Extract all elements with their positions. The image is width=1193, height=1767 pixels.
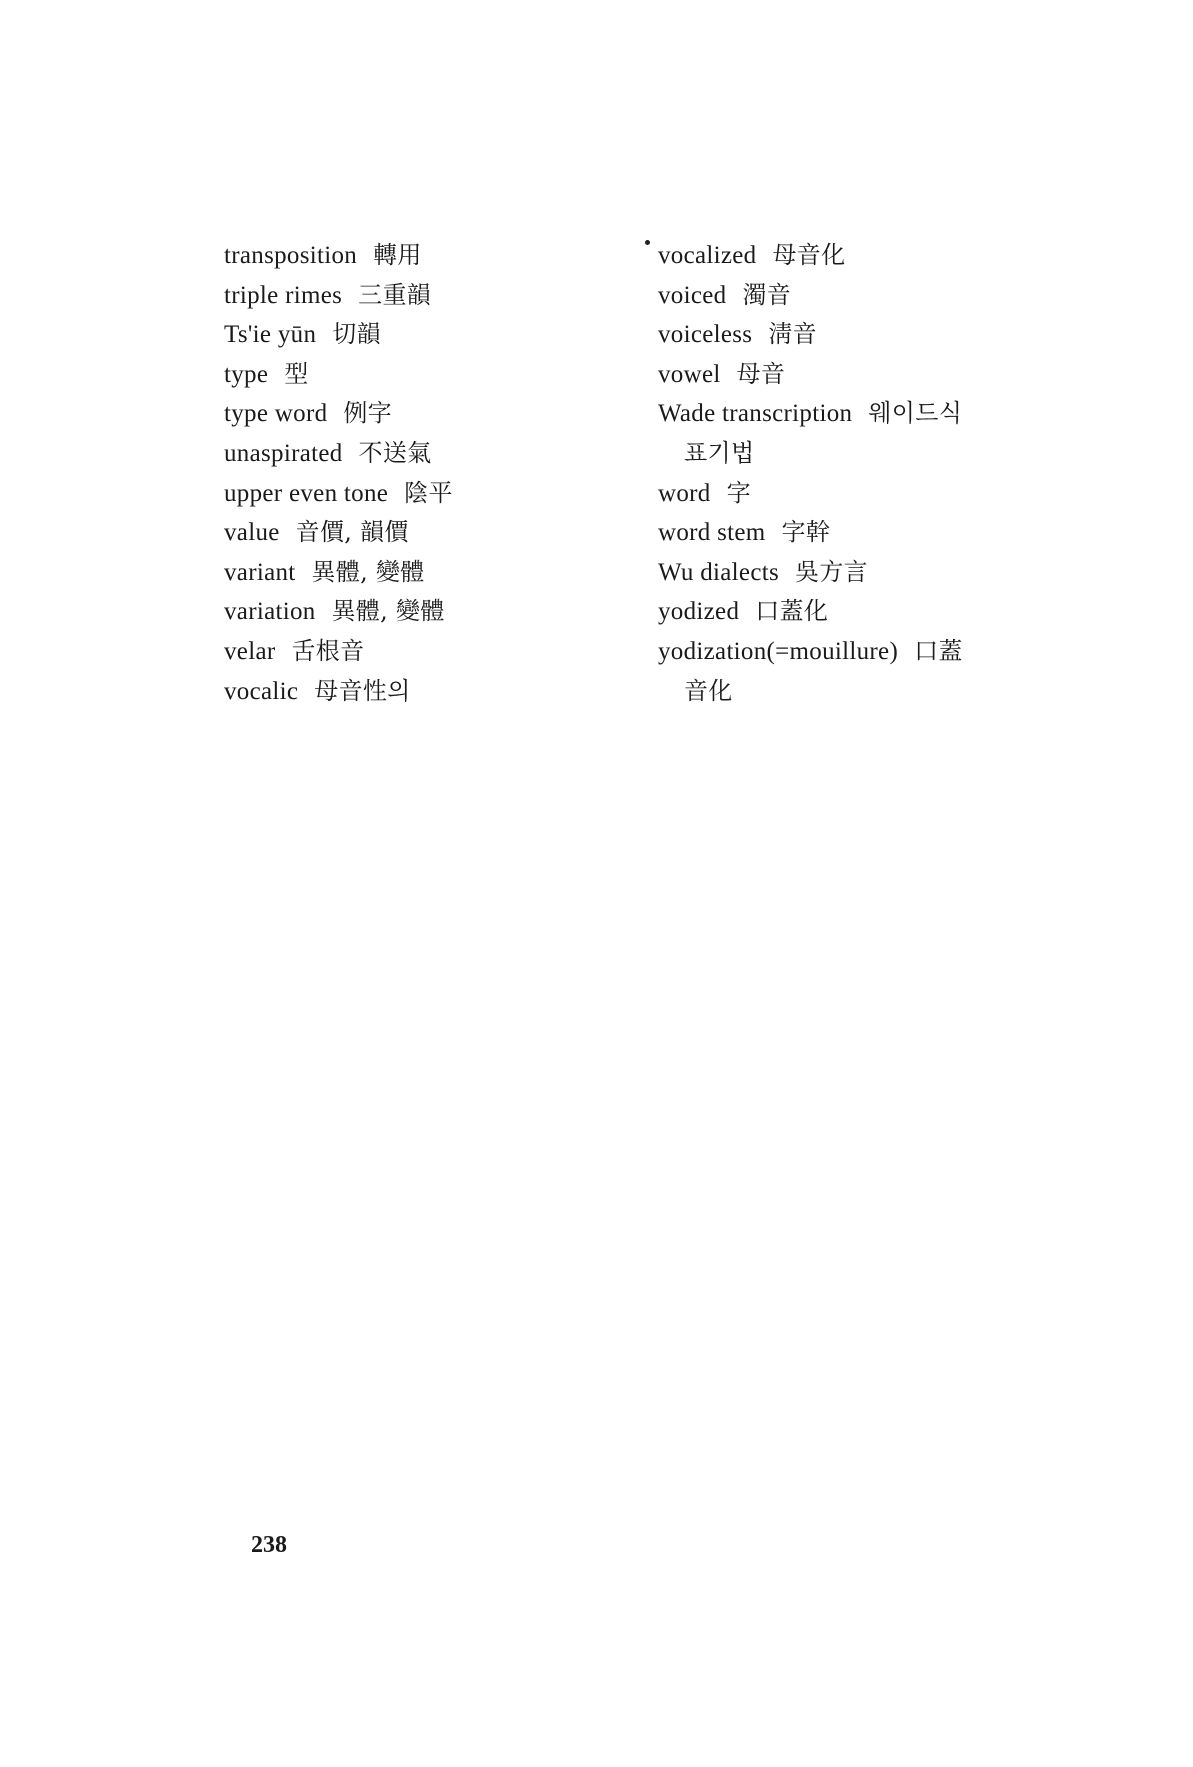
entry-gloss: 口蓋化: [755, 597, 829, 626]
glossary-entry: [224, 394, 624, 434]
glossary-entry: [224, 672, 624, 712]
entry-term: Wade transcription: [658, 400, 853, 428]
entry-gloss: 不送氣: [358, 438, 432, 467]
entry-term: unaspirated: [224, 439, 343, 467]
entry-gloss: 陰平: [404, 478, 453, 507]
entry-gloss: 淸音: [768, 320, 817, 349]
entry-gloss: 例字: [343, 399, 392, 428]
glossary-entry: [224, 315, 624, 355]
entry-gloss: 字幹: [781, 518, 831, 547]
entry-term: upper even tone: [224, 479, 389, 507]
entry-term: voiceless: [658, 321, 753, 349]
entry-term: Ts'ie yūn: [224, 321, 317, 349]
entry-term: word stem: [658, 519, 766, 547]
glossary-entry: [224, 355, 624, 395]
glossary-entry: [658, 592, 1058, 632]
entry-gloss: 母音化: [772, 241, 846, 269]
entry-gloss: 異體, 變體: [311, 557, 425, 586]
entry-term: variant: [224, 558, 296, 586]
glossary-entry: [224, 513, 624, 553]
entry-gloss: 母音性의: [314, 676, 411, 705]
entry-term: Wu dialects: [658, 558, 780, 586]
glossary-entry: [224, 474, 624, 514]
glossary-entry: [224, 553, 624, 593]
glossary-entry: [658, 632, 1058, 711]
entry-term: type: [224, 360, 269, 388]
glossary-entry: [658, 474, 1058, 514]
entry-term: variation: [224, 598, 316, 626]
entry-gloss: 異體, 變體: [331, 597, 445, 626]
entry-term: voiced: [658, 281, 727, 309]
entry-term: word: [658, 479, 711, 507]
entry-gloss: 舌根音: [291, 636, 365, 665]
glossary-entry: [658, 236, 1058, 276]
entry-gloss-continuation: 표기법: [684, 438, 755, 467]
glossary-entry: [224, 434, 624, 474]
glossary-column-left: [224, 236, 624, 711]
glossary-entry: [658, 513, 1058, 553]
entry-gloss: 口蓋: [914, 636, 963, 665]
entry-term: velar: [224, 637, 276, 665]
entry-gloss: 웨이드식: [868, 399, 963, 428]
page-number: 238: [251, 1532, 287, 1558]
entry-gloss: 母音: [736, 359, 786, 388]
glossary-entry: [658, 276, 1058, 316]
glossary-entry: [224, 592, 624, 632]
entry-gloss: 轉用: [373, 241, 422, 269]
entry-term: vowel: [658, 360, 721, 388]
entry-term: type word: [224, 400, 328, 428]
glossary-entry: [658, 394, 1058, 473]
entry-term: triple rimes: [224, 281, 343, 309]
glossary-entry: [224, 632, 624, 672]
entry-gloss-continuation: 音化: [684, 676, 733, 705]
entry-gloss: 字: [726, 478, 751, 507]
entry-term: vocalized: [658, 242, 757, 269]
glossary-entry: [658, 553, 1058, 593]
glossary-entry: [224, 236, 624, 276]
entry-term: yodization(=mouillure): [658, 637, 899, 665]
entry-gloss: 吳方言: [795, 557, 868, 586]
entry-gloss: 切韻: [332, 320, 381, 349]
glossary-entry: [658, 315, 1058, 355]
entry-gloss: 濁音: [742, 280, 792, 309]
entry-term: transposition: [224, 242, 358, 269]
entry-gloss: 型: [284, 359, 309, 388]
entry-term: yodized: [658, 598, 740, 626]
entry-term: vocalic: [224, 677, 299, 705]
glossary-column-right: [658, 236, 1058, 711]
glossary-entry: [658, 355, 1058, 395]
entry-term: value: [224, 519, 280, 547]
entry-gloss: 音價, 韻價: [295, 518, 409, 547]
ink-speck: [645, 240, 650, 245]
glossary-entry: [224, 276, 624, 316]
entry-gloss: 三重韻: [358, 280, 432, 309]
